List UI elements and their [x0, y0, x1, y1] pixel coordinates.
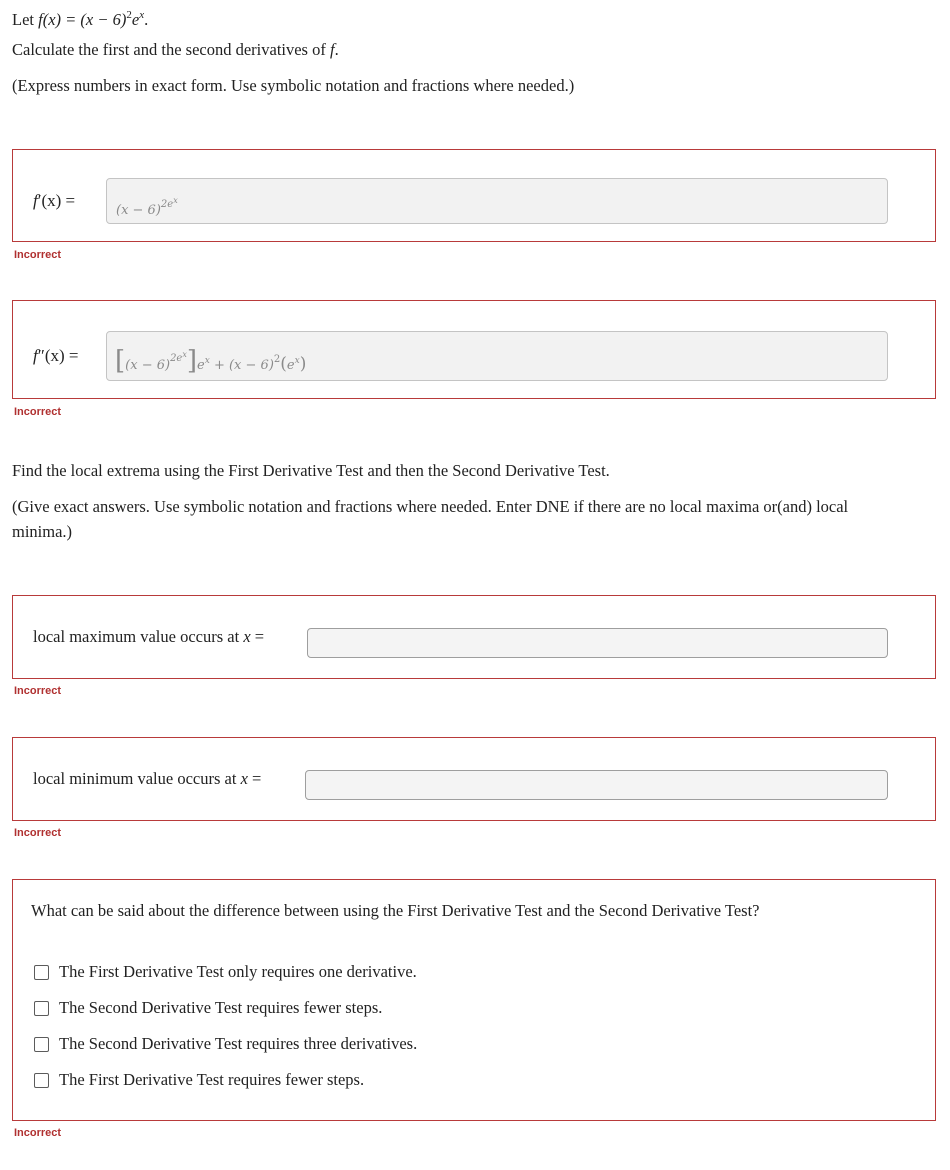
function-definition: Let $f(x) = (x - 6)^2e^x$.	[12, 9, 149, 29]
first-derivative-label: f′(x) =	[33, 191, 76, 210]
extrema-heading: Find the local extrema using the First Derivative Test and then the Second Derivative Test.	[12, 461, 610, 480]
second-derivative-answer: $[(x - 6)^{2e^x}]e^x + (x - 6)^2(e^x)$	[115, 346, 307, 376]
option-second-fewer-steps[interactable]: The Second Derivative Test requires fewer steps.	[34, 998, 382, 1018]
difference-question	[12, 879, 936, 1121]
local-min-input[interactable]	[305, 770, 888, 800]
option-checkbox[interactable]	[34, 1073, 49, 1088]
left-bracket: [	[115, 346, 126, 376]
option-first-fewer-steps[interactable]: The First Derivative Test requires fewer steps.	[34, 1070, 364, 1090]
first-derivative-status: Incorrect	[14, 249, 62, 261]
right-bracket: ]	[186, 346, 198, 376]
instruction-text: Calculate the first and the second derivatives of f.	[12, 40, 339, 59]
local-min-question	[12, 737, 936, 821]
option-checkbox[interactable]	[34, 965, 49, 980]
local-max-label: local maximum value occurs at x =	[33, 627, 265, 646]
option-first-one-derivative[interactable]: The First Derivative Test only requires one derivative.	[34, 962, 417, 982]
second-derivative-answer-field[interactable]	[106, 331, 888, 381]
instruction-note: (Express numbers in exact form. Use symbolic notation and fractions where needed.)	[12, 76, 575, 95]
second-derivative-label: f″(x) =	[33, 346, 79, 365]
second-derivative-question	[12, 300, 936, 399]
local-min-status: Incorrect	[14, 827, 62, 839]
first-derivative-answer-field[interactable]	[106, 178, 888, 224]
difference-question-status: Incorrect	[14, 1127, 62, 1139]
first-derivative-question	[12, 149, 936, 242]
local-max-input[interactable]	[307, 628, 888, 658]
option-second-three-derivatives[interactable]: The Second Derivative Test requires three derivatives.	[34, 1034, 417, 1054]
option-checkbox[interactable]	[34, 1001, 49, 1016]
first-derivative-answer: $(x - 6)^{2e^x}$	[116, 196, 178, 218]
option-checkbox[interactable]	[34, 1037, 49, 1052]
extrema-note: (Give exact answers. Use symbolic notation and fractions where needed. Enter DNE if there are no local maxima or(and) local minima.)	[12, 497, 849, 541]
difference-question-text: What can be said about the difference between using the First Derivative Test and the Second Derivative Test?	[31, 901, 760, 920]
local-max-status: Incorrect	[14, 685, 62, 697]
local-min-label: local minimum value occurs at x =	[33, 769, 262, 788]
local-max-question	[12, 595, 936, 679]
second-derivative-status: Incorrect	[14, 406, 62, 418]
